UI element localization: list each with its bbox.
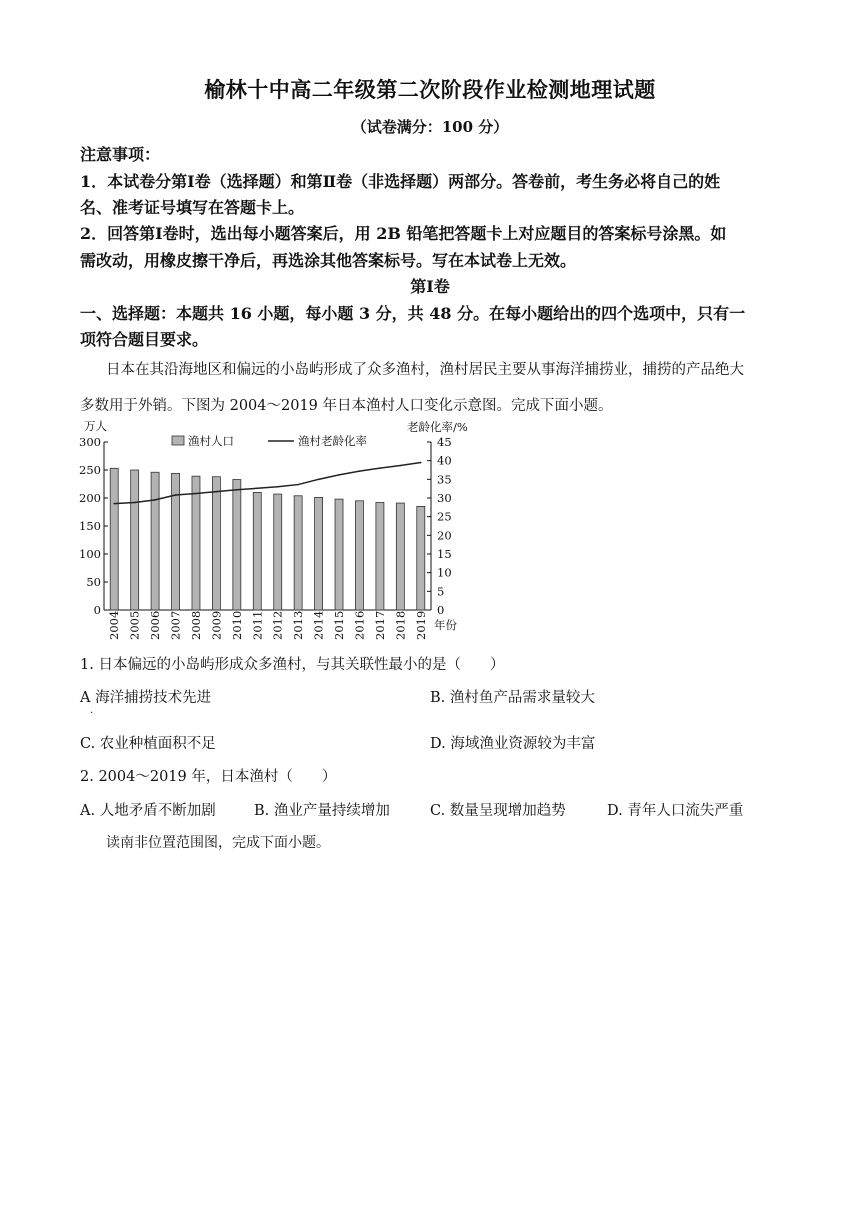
population-bar — [110, 468, 118, 610]
volume-title: 第Ⅰ卷 — [410, 277, 450, 296]
population-bar — [294, 496, 302, 610]
question-1-option-a[interactable]: A 海洋捕捞技术先进 — [80, 690, 212, 706]
x-tick-label: 2004 — [107, 610, 122, 640]
x-tick-label: 2011 — [250, 610, 265, 640]
legend-bar-swatch — [172, 436, 184, 445]
x-tick-label: 2015 — [332, 610, 347, 640]
x-tick-label: 2017 — [372, 610, 387, 640]
question-2-option-b[interactable]: B. 渔业产量持续增加 — [254, 803, 390, 819]
left-tick-label: 300 — [79, 435, 101, 449]
aging-rate-point — [154, 499, 156, 501]
aging-rate-point — [134, 502, 136, 504]
aging-rate-point — [379, 467, 381, 469]
aging-rate-point — [318, 479, 320, 481]
section-heading: 一、选择题：本题共 16 小题，每小题 3 分，共 48 分。在每小题给出的四个选项中，只有一 — [80, 304, 746, 323]
right-tick-label: 45 — [437, 435, 452, 449]
x-tick-label: 2014 — [311, 610, 326, 640]
exam-score-note: （试卷满分：100 分） — [351, 118, 509, 136]
legend-bar-label: 渔村人口 — [188, 434, 234, 448]
passage-1-line-2: 多数用于外销。下图为 2004～2019 年日本渔村人口变化示意图。完成下面小题。 — [80, 398, 613, 414]
population-bar — [396, 503, 404, 610]
option-a-dot: . — [90, 705, 94, 716]
aging-rate-point — [175, 494, 177, 496]
question-1-option-d[interactable]: D. 海域渔业资源较为丰富 — [430, 736, 596, 752]
right-tick-label: 15 — [437, 547, 452, 561]
section-heading-cont: 项符合题目要求。 — [80, 330, 209, 349]
question-2-option-c[interactable]: C. 数量呈现增加趋势 — [430, 803, 566, 819]
aging-rate-point — [236, 489, 238, 491]
x-axis-title: 年份 — [434, 618, 457, 632]
x-tick-label: 2018 — [393, 610, 408, 640]
aging-rate-point — [256, 487, 258, 489]
population-bar — [315, 497, 323, 610]
population-bar — [192, 476, 200, 610]
right-axis-title: 老龄化率/% — [407, 420, 468, 434]
x-tick-label: 2006 — [148, 610, 163, 640]
question-2-option-a[interactable]: A. 人地矛盾不断加剧 — [80, 803, 216, 819]
population-bar — [172, 473, 180, 610]
population-bar — [233, 480, 241, 610]
x-tick-label: 2016 — [352, 610, 367, 640]
legend-line-label: 渔村老龄化率 — [298, 434, 367, 448]
notice-heading: 注意事项： — [80, 145, 161, 164]
population-bar — [335, 499, 343, 610]
x-tick-label: 2012 — [270, 610, 285, 640]
fishing-village-chart — [76, 418, 486, 643]
x-tick-label: 2013 — [291, 610, 306, 640]
left-axis-title: 万人 — [84, 419, 107, 433]
population-bar — [131, 470, 139, 610]
x-tick-label: 2019 — [413, 610, 428, 640]
passage-1-line-1: 日本在其沿海地区和偏远的小岛屿形成了众多渔村，渔村居民主要从事海洋捕捞业，捕捞的产品绝大 — [106, 362, 744, 378]
notice-item-1-cont: 名、准考证号填写在答题卡上。 — [80, 198, 305, 217]
aging-rate-point — [277, 486, 279, 488]
right-tick-label: 20 — [437, 528, 452, 543]
x-tick-label: 2009 — [209, 610, 224, 640]
aging-rate-point — [338, 474, 340, 476]
notice-item-2-cont: 需改动，用橡皮擦干净后，再选涂其他答案标号。写在本试卷上无效。 — [80, 251, 577, 270]
aging-rate-line — [114, 463, 421, 504]
passage-2-line-1: 读南非位置范围图，完成下面小题。 — [106, 835, 330, 851]
left-tick-label: 0 — [93, 603, 101, 617]
right-tick-label: 0 — [437, 603, 445, 617]
right-tick-label: 10 — [437, 565, 452, 580]
x-tick-label: 2005 — [127, 610, 142, 640]
x-tick-label: 2007 — [168, 610, 183, 640]
population-bar — [376, 502, 384, 610]
aging-rate-point — [420, 462, 422, 464]
page-title: 榆林十中高二年级第二次阶段作业检测地理试题 — [204, 77, 656, 102]
aging-rate-point — [400, 465, 402, 467]
right-tick-label: 40 — [437, 453, 452, 468]
x-tick-label: 2008 — [188, 610, 203, 640]
question-1-stem: 1. 日本偏远的小岛屿形成众多渔村，与其关联性最小的是（ ） — [80, 657, 505, 673]
x-tick-label: 2010 — [229, 610, 244, 640]
notice-item-1: 1．本试卷分第Ⅰ卷（选择题）和第Ⅱ卷（非选择题）两部分。答卷前，考生务必将自己的姓 — [80, 172, 721, 191]
left-tick-label: 100 — [79, 547, 101, 561]
population-bar — [417, 506, 425, 610]
left-tick-label: 250 — [79, 463, 101, 477]
left-tick-label: 200 — [79, 491, 101, 505]
population-bar — [212, 477, 220, 610]
question-2-option-d[interactable]: D. 青年人口流失严重 — [607, 803, 744, 819]
right-tick-label: 25 — [437, 509, 452, 524]
aging-rate-point — [216, 491, 218, 493]
right-tick-label: 35 — [437, 472, 452, 487]
right-tick-label: 30 — [437, 491, 452, 505]
population-bar — [355, 501, 363, 610]
question-1-option-b[interactable]: B. 渔村鱼产品需求量较大 — [430, 690, 595, 706]
aging-rate-point — [113, 503, 115, 505]
population-bar — [274, 494, 282, 610]
right-tick-label: 5 — [437, 584, 445, 599]
aging-rate-point — [359, 470, 361, 472]
population-bar — [253, 492, 261, 610]
left-tick-label: 150 — [79, 519, 101, 533]
question-2-stem: 2. 2004～2019 年，日本渔村（ ） — [80, 769, 337, 785]
question-1-option-c[interactable]: C. 农业种植面积不足 — [80, 736, 216, 752]
population-bar — [151, 472, 159, 610]
aging-rate-point — [297, 484, 299, 486]
aging-rate-point — [195, 493, 197, 495]
left-tick-label: 50 — [86, 575, 101, 589]
notice-item-2: 2．回答第Ⅰ卷时，选出每小题答案后，用 2B 铅笔把答题卡上对应题目的答案标号涂黑。如 — [80, 224, 727, 243]
